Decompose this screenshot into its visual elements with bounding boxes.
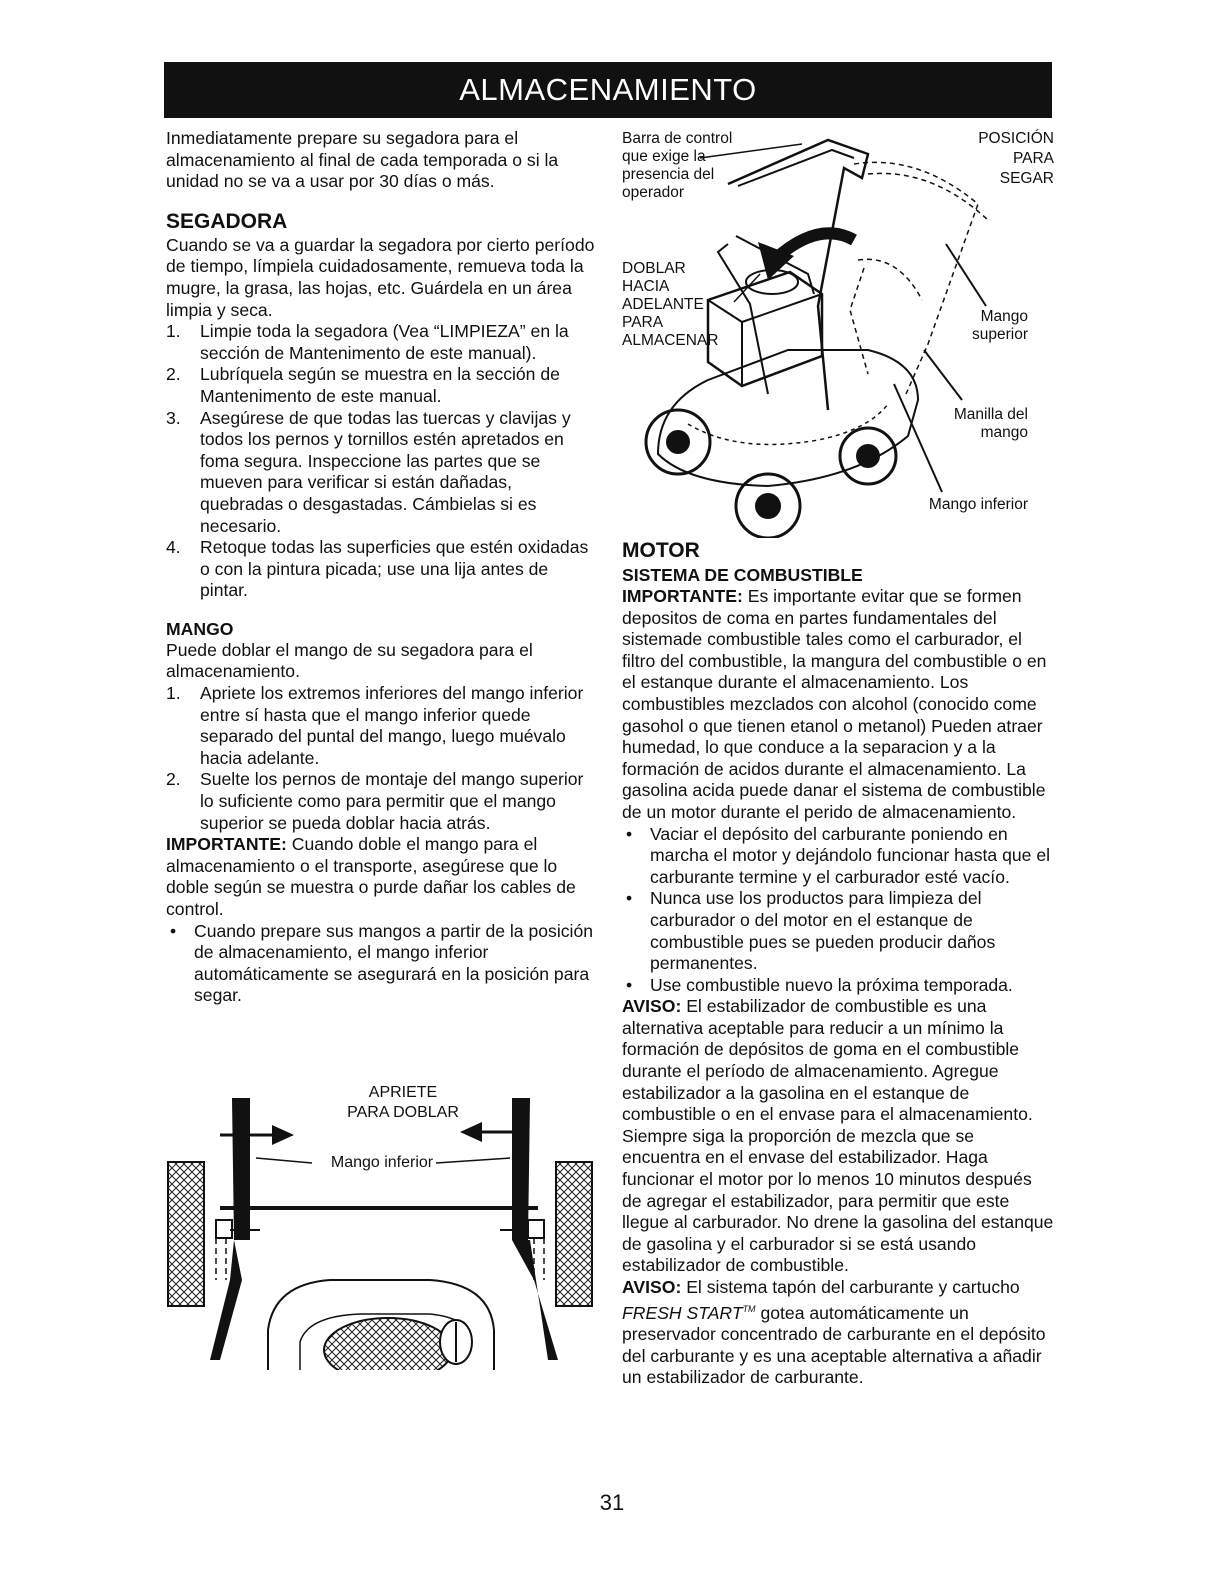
- control-bar-label-1: Barra de control: [622, 130, 733, 147]
- right-column: [622, 538, 1054, 1389]
- segadora-heading: SEGADORA: [166, 209, 288, 233]
- motor-bullets: [622, 824, 1054, 997]
- handle-knob-label-1: Manilla del: [953, 406, 1028, 423]
- list-item: • Vaciar el depósito del carburante poniendo en marcha el motor y dejándolo funcionar hasta que el carburante termine y el carburador esté vacío.: [626, 823, 1051, 887]
- page-number: 31: [599, 1490, 625, 1515]
- trademark-mark: TM: [742, 1303, 756, 1314]
- upper-handle-label-2: superior: [972, 326, 1028, 343]
- list-item: 2. Lubríquela según se muestra en la sección de Mantenimento de este manual.: [166, 364, 560, 406]
- mow-position-label-3: SEGAR: [999, 170, 1054, 187]
- list-item: • Cuando prepare sus mangos a partir de la posición de almacenamiento, el mango inferior automáticamente se asegurará en la posición para segar.: [170, 920, 594, 1006]
- lower-handle-label: Mango inferior: [928, 496, 1028, 513]
- fold-label-3: ADELANTE: [622, 296, 704, 313]
- fold-label-4: PARA: [622, 314, 664, 331]
- segadora-body: Cuando se va a guardar la segadora por cierto período de tiempo, límpiela cuidadosamente, remueva toda la mugre, la grasa, las hojas, etc. Guárdela en un área limpia y seca.: [166, 234, 595, 320]
- mango-body: Puede doblar el mango de su segadora para el almacenamiento.: [166, 639, 533, 682]
- aviso-fresh-start: AVISO: El sistema tapón del carburante y cartucho FRESH START™ gotea automáticamente un preservador concentrado de carburante en el depósito del carburante y es una aceptable alternativa a añadir un estabilizador de carburante.: [622, 1277, 1046, 1388]
- list-item: 1. Apriete los extremos inferiores del mango inferior entre sí hasta que el mango inferior quede separado del puntal del mango, luego muévalo hacia adelante.: [166, 683, 584, 768]
- upper-handle-label-1: Mango: [980, 308, 1028, 325]
- fold-label-1: DOBLAR: [622, 260, 686, 277]
- fold-label-5: ALMACENAR: [622, 332, 719, 349]
- list-item: 2. Suelte los pernos de montaje del mango superior lo suficiente como para permitir que el mango superior se pueda doblar hacia atrás.: [166, 769, 584, 833]
- handle-squeeze-figure: [160, 1080, 600, 1370]
- handle-squeeze-drawing: [160, 1080, 600, 1370]
- fuel-system-heading: SISTEMA DE COMBUSTIBLE: [622, 565, 863, 585]
- mow-position-label-2: PARA: [1012, 150, 1054, 167]
- section-banner: ALMACENAMIENTO: [164, 62, 1052, 118]
- control-bar-label-4: operador: [622, 184, 685, 201]
- aviso-stabilizer: AVISO: El estabilizador de combustible es una alternativa aceptable para reducir a un mínimo la formación de depósitos de goma en el combustible durante el período de almacenamiento. Agregue estabilizador a la gasolina en el estanque de combustible o en el envase para el almacenamiento. Siempre siga la proporción de mezcla que se encuentra en el envase del estabilizador. Haga funcionar el motor por lo menos 10 minutos después de agregar el estabilizador, para permitir que este llegue al carburador. No drene la gasolina del estanque de gasolina y el carburador si se está usando estabilizador de combustible.: [622, 996, 1054, 1276]
- squeeze-label-2: PARA DOBLAR: [347, 1104, 459, 1121]
- squeeze-label-1: APRIETE: [368, 1084, 438, 1101]
- fold-label-2: HACIA: [622, 278, 670, 295]
- control-bar-label-3: presencia del: [622, 166, 715, 183]
- control-bar-label-2: que exige la: [622, 148, 706, 165]
- mower-fold-figure: [618, 124, 1058, 538]
- motor-important: IMPORTANTE: Es importante evitar que se formen depositos de coma en partes fundamentales del sistemade combustible tales como el carburador, el filtro del combustible, la mangura del combustible o en el estanque durante el almacenamiento. Los combustibles mezclados con alcohol (conocido come gasohol o que tienen etanol o metanol) Pueden atraer humedad, lo que conduce a la separacion y a la formación de acidos durante el almacenamiento. La gasolina acida puede danar el sistema de combustible de un motor durante el perido de almacenamiento.: [622, 586, 1047, 822]
- list-item: • Nunca use los productos para limpieza del carburador o del motor en el estanque de combustible pues se pueden producir daños permanentes.: [626, 888, 996, 974]
- left-column: [166, 128, 596, 1007]
- mango-heading: MANGO: [166, 618, 234, 639]
- segadora-steps: [166, 321, 596, 602]
- intro-paragraph: Inmediatamente prepare su segadora para el almacenamiento al final de cada temporada o si la unidad no se va a usar por 30 días o más.: [166, 128, 559, 192]
- list-item: 4. Retoque todas las superficies que estén oxidadas o con la pintura picada; use una lija antes de pintar.: [166, 537, 589, 601]
- mow-position-label-1: POSICIÓN: [978, 130, 1054, 147]
- lower-handle-label: Mango inferior: [330, 1154, 434, 1171]
- list-item: • Use combustible nuevo la próxima temporada.: [626, 974, 1013, 995]
- handle-knob-label-2: mango: [980, 424, 1028, 441]
- list-item: 3. Asegúrese de que todas las tuercas y clavijas y todos los pernos y tornillos estén apretados en foma segura. Inspeccione las partes que se mueven para verificar si están dañadas, quebradas o desgastadas. Cámbielas si es necesario.: [166, 407, 571, 536]
- mango-steps: [166, 683, 596, 834]
- mango-important: IMPORTANTE: Cuando doble el mango para el almacenamiento o el transporte, asegúrese que lo doble según se muestra o purde dañar los cables de control.: [166, 834, 576, 919]
- list-item: 1. Limpie toda la segadora (Vea “LIMPIEZA” en la sección de Mantenimento de este manual).: [166, 321, 569, 363]
- fresh-start-brand: FRESH START: [622, 1302, 743, 1323]
- motor-heading: MOTOR: [622, 539, 700, 562]
